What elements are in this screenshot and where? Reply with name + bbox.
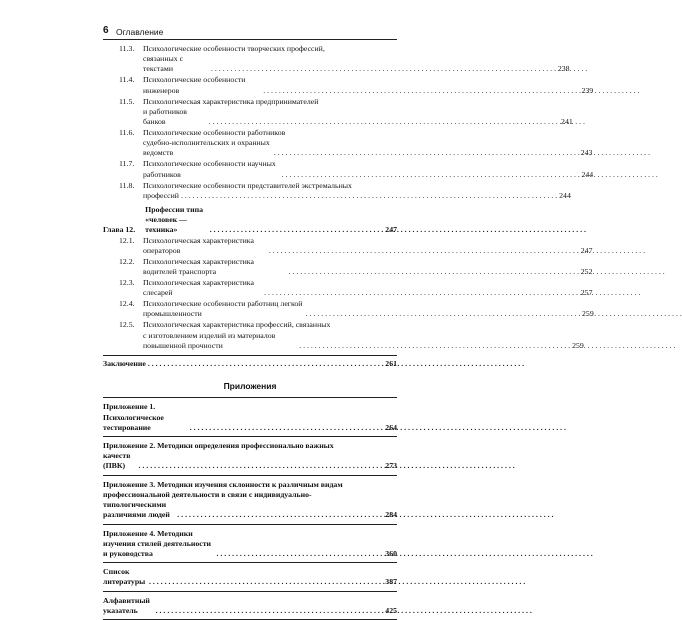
appendix-text-line: профессиональной деятельности в связи с индивидуально- xyxy=(103,489,312,499)
entry-text-line: Психологическая характеристика водителей транспорта xyxy=(143,256,254,277)
dot-leader xyxy=(217,549,384,559)
entry-number: 11.6. xyxy=(119,128,135,138)
appendix-text-line: Приложение 3. Методики изучения склонности к различным видам xyxy=(103,479,343,489)
toc-entry xyxy=(103,320,584,351)
appendices-title: Приложения xyxy=(223,381,277,392)
entry-text-line: Психологическая характеристика предпринимателей xyxy=(143,96,319,106)
entry-text-line: профессий xyxy=(143,190,179,200)
section-title: Оглавление xyxy=(116,27,164,37)
entry-text-line: Психологическая характеристика профессий, связанных xyxy=(143,320,331,330)
entry-text-line: и работников банков xyxy=(143,106,187,127)
entry-text-line: связанных с текстами xyxy=(143,54,184,74)
entry-page: 239 xyxy=(581,85,594,95)
dot-leader xyxy=(264,288,579,298)
entry-text-line: Психологические особенности работников xyxy=(143,128,286,138)
appendix-entry xyxy=(103,436,397,475)
appendix-page: 387 xyxy=(385,577,397,587)
table-of-contents xyxy=(103,44,594,620)
entry-page: 257 xyxy=(580,288,593,298)
appendix-page: 360 xyxy=(385,548,397,558)
toc-entry xyxy=(103,128,593,159)
chapter-12-heading xyxy=(103,205,397,236)
dot-leader xyxy=(306,309,580,319)
entry-number: 11.3. xyxy=(119,44,135,53)
appendices-list xyxy=(103,397,397,619)
toc-entry xyxy=(103,299,594,319)
dot-leader xyxy=(289,267,579,277)
entry-text-line: Психологические особенности инженеров xyxy=(143,75,246,95)
entry-page: 238 xyxy=(557,64,570,74)
dot-leader xyxy=(269,246,579,256)
entry-page: 243 xyxy=(580,148,593,158)
entry-number: 12.3. xyxy=(119,278,135,288)
dot-leader xyxy=(274,148,579,158)
appendix-entry xyxy=(103,562,397,590)
entry-text-line: с изготовлением изделий из материалов повышенной прочности xyxy=(143,330,276,350)
dot-leader xyxy=(156,606,384,616)
appendix-text-line: Приложение 1. Психологическое тестирование xyxy=(103,402,164,432)
entry-number: 12.1. xyxy=(119,235,135,245)
appendix-entry xyxy=(103,475,397,524)
appendix-entry xyxy=(103,524,397,563)
appendix-entry xyxy=(103,591,397,620)
appendix-text-line: Приложение 4. Методики изучения стилей деятельности и руководства xyxy=(103,528,212,558)
entry-page: 259 xyxy=(572,340,584,350)
chapter-12-entries xyxy=(103,235,594,351)
page-header xyxy=(103,25,397,40)
toc-entry xyxy=(103,96,573,128)
conclusion-page: 261 xyxy=(385,359,397,369)
appendix-page: 273 xyxy=(385,461,397,471)
entry-number: 12.2. xyxy=(119,256,135,266)
divider xyxy=(103,355,397,356)
dot-leader xyxy=(282,170,580,180)
toc-entry xyxy=(103,256,593,277)
entry-number: 12.5. xyxy=(119,320,135,330)
conclusion-title: Заключение xyxy=(103,359,146,369)
chapter-page: 247 xyxy=(385,225,397,235)
page-number: 6 xyxy=(103,25,109,36)
entry-number: 11.4. xyxy=(119,75,135,85)
appendix-page: 284 xyxy=(385,510,397,520)
entry-number: 12.4. xyxy=(119,299,135,309)
toc-entry xyxy=(103,235,593,256)
entry-text-line: Психологическая характеристика операторов xyxy=(143,235,254,255)
entry-page: 247 xyxy=(580,245,593,255)
entry-number: 11.5. xyxy=(119,96,135,106)
entry-text-line: Психологические особенности творческих профессий, xyxy=(143,44,325,53)
appendix-page: 264 xyxy=(385,422,397,432)
dot-leader xyxy=(181,191,557,201)
toc-entry xyxy=(103,159,594,179)
entry-page: 244 xyxy=(581,169,594,179)
dot-leader xyxy=(299,341,570,351)
entry-text-line: Психологические особенности научных работников xyxy=(143,159,276,179)
entry-number: 11.8. xyxy=(119,180,135,190)
appendix-text-line: Приложение 2. Методики определения профессионально важных xyxy=(103,441,334,451)
appendix-text-line: типологическими различиями людей xyxy=(103,500,170,520)
appendix-entry xyxy=(103,397,397,436)
appendix-text-line: Список литературы xyxy=(103,567,146,587)
entry-text-line: Психологические особенности работниц легкой промышленности xyxy=(143,299,303,319)
entry-page: 241 xyxy=(561,117,573,127)
entry-page: 244 xyxy=(559,190,571,200)
dot-leader xyxy=(177,510,383,520)
dot-leader xyxy=(209,117,559,127)
entry-number: 11.7. xyxy=(119,159,135,169)
appendix-text-line: качеств (ПВК) xyxy=(103,451,131,471)
toc-entry xyxy=(103,75,594,95)
dot-leader xyxy=(190,423,384,433)
dot-leader xyxy=(148,359,383,369)
dot-leader xyxy=(139,461,384,471)
toc-entry xyxy=(103,278,593,298)
conclusion-entry xyxy=(103,359,397,369)
dot-leader xyxy=(211,64,556,74)
entry-text-line: Психологические особенности представителей экстремальных xyxy=(143,180,352,190)
entry-page: 259 xyxy=(582,309,594,319)
dot-leader xyxy=(263,86,579,96)
toc-entry xyxy=(103,180,571,201)
entry-text-line: Психологическая характеристика слесарей xyxy=(143,278,254,298)
toc-entry xyxy=(103,44,570,75)
appendix-page: 425 xyxy=(385,605,397,615)
chapter-title: Профессии типа «человек — техника» xyxy=(145,205,203,235)
appendix-text-line: Алфавитный указатель xyxy=(103,595,150,615)
dot-leader xyxy=(210,225,384,235)
entry-text-line: судебно-исполнительских и охранных ведомств xyxy=(143,138,270,158)
chapter-11-entries xyxy=(103,44,594,201)
entry-page: 252 xyxy=(580,267,593,277)
dot-leader xyxy=(149,577,383,587)
chapter-number: Глава 12. xyxy=(103,225,136,235)
